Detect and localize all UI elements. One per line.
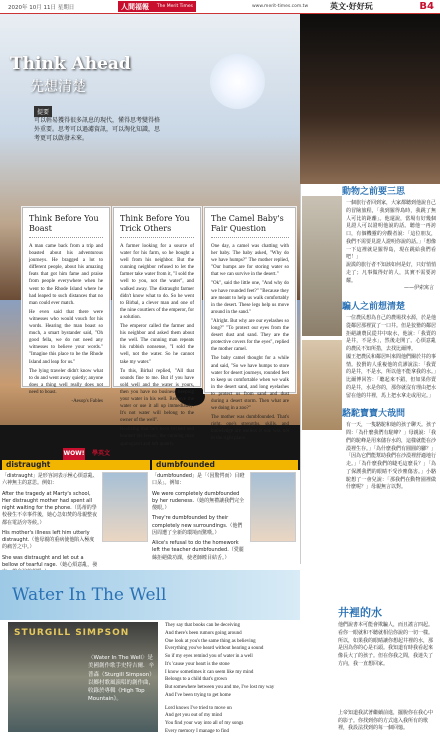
hero-intro: 可以輕易獲得很多訊息的現代，懂得思考變得格外重要。思考可以過濾資訊，可以淘化知識，思考更可以啟發未來。 <box>34 117 161 142</box>
column-paragraph: 國王把農民和鄰居叫來問他們關於井的事情。狡猾的人重複他的荒謬說法：「我賣的是井，不是水，所以他不能拿我的水。」比爾博回答：「聽起來不錯，但如果你賣的是井，水是你的，那你就沒有理由把水留在他的井裡，馬上把水拿走或用完。」 <box>346 353 437 399</box>
vocab-word: dumbfounded <box>152 460 298 470</box>
column-heading: 駱駝寶寶大哉問 <box>342 409 406 420</box>
well-bottom: 上帝知道我試著繼續前進，擺脫你在我心中的影子。你找到你的方式進入我所有的歌裡，我設法找到的每一個回憶。 <box>338 710 434 731</box>
song-caption: 〈Water In The Well〉是美國創作歌手史特吉爾．辛普森（Sturgill Simpson）以鄉村歌風演唱的創作曲，收錄於專輯《High Top Mountain》。 <box>88 655 155 703</box>
story-card-2 <box>113 207 201 447</box>
story-title: Think Before You Boast <box>29 214 103 238</box>
vocab-example: After the tragedy at Marty's school, Her distraught mother had spent all night waiting for the phone.（馬蒂的學校發生不幸事件後，她心急如焚的母親整夜都在電話旁等候。） <box>2 490 98 526</box>
lyric-line: Lord knows I've tried to move on <box>165 705 232 711</box>
intro-tag: 提要 <box>34 106 52 117</box>
lyric-line: And there's been rumors going around <box>165 630 242 636</box>
child-photo <box>102 472 148 542</box>
vocab-example: We were completely dumbfounded by her rudeness.（她的無禮讓我們完全傻眼。） <box>152 490 245 511</box>
eye-photo <box>300 14 440 184</box>
well-heading: 井裡的水 <box>338 606 382 619</box>
story-paragraph: One day, a camel was chatting with her baby. The baby asked, "Why do we have humps?" The mother replied, "Our humps are for storing water so that we can survive in the desert." <box>211 244 289 278</box>
vocab-definition: 「distraught」是形容詞表示極心煩意亂、六神無主的意思。例如： <box>2 473 98 487</box>
issue-date: 2020年 10月 11日 星期日 <box>8 4 75 11</box>
well-translation <box>300 570 440 735</box>
vocab-example: She was distraught and let out a bellow of tearful rage.（她心煩意亂，發 <box>2 554 98 568</box>
column-heading: 動物之前要三思 <box>342 187 406 197</box>
album-cover <box>8 622 158 732</box>
column-paragraph: 說謊的旅行者不知該如何是好，只好悄悄走了；凡事做得好的人，其實不需要誇耀。 <box>346 262 437 284</box>
story-paragraph: A man came back from a trip and boasted about his adventurous journeys. He bragged a lot to different people, about his amazing feats that got him fame and praise from people everywhere when he went to the Rhode Island where he had leaped to such distances that no man could ever match. <box>29 244 103 306</box>
section-name: 英文‧好好玩 <box>330 2 373 11</box>
column-paragraph: 一個旅行者回到家，大家都聽到他說自己的冒險旅程，「我到羅得島時，我跳了無人可比的距離」。他還說，當場有好幾個見證人可以證明他說的話。聽他一再誇口，有個機靈的旁觀者說：「這位朋友，我們不需要見證人證明你說的話。」「想像一下這裡就是羅得島，現在跳給我們看吧！」 <box>346 200 437 261</box>
lyric-line: And get you out of my mind <box>165 713 222 719</box>
page-number: B4 <box>419 1 434 12</box>
lyric-line: Every memory I manage to find <box>165 728 230 734</box>
masthead <box>118 1 196 12</box>
column-heading: 騙人之前想清楚 <box>342 302 406 312</box>
vocab-example: They're dumbfounded by their completely new surroundings.（他們因周遭了全新的環境而驚嘆。） <box>152 515 243 536</box>
lyric-line: But somewhere between you and me, I've lost my way <box>165 685 275 690</box>
story-paragraph: "Alright. But why are our eyelashes so long?" "To protect our eyes from the desert dust and sand. They are the protective covers for the eyes", replied the mother camel. <box>211 318 289 353</box>
story-title: Think Before You Trick Others <box>120 214 194 238</box>
song-title: Water In The Well <box>12 585 167 605</box>
hero-subtitle: 先想清楚 <box>30 79 86 95</box>
site-url: www.merit-times.com.tw <box>252 4 309 9</box>
lyric-line: So if my eyes remind you of water in a well <box>165 654 253 659</box>
story-title: The Camel Baby's Fair Question <box>211 214 289 238</box>
column-paragraph: 一位農民想為自己的農場找水源，於是他從鄰居那裡買了一口井。但是狡猾的鄰居拒絕讓農民從井中取水，他說：「我賣的是井，不是水」，然後走開了。心煩意亂的農民不知所措，去找比爾博。 <box>346 315 437 352</box>
album-band-text: STURGILL SIMPSON <box>14 628 130 638</box>
camel-desert-photo <box>302 340 342 430</box>
story-paragraph: The lying traveler didn't know what to do and went away quietly; anyone does a thing well really does not need to boast. <box>29 368 103 395</box>
story-credit: -Aesop's Fables <box>71 398 103 404</box>
column-signature: ——伊索寓言 <box>403 285 434 292</box>
song-section <box>0 570 300 735</box>
vocab-example: His mother's illness left him utterly distraught.（他母親的重病使他陷入極度的痛苦之中。） <box>2 529 95 551</box>
story-paragraph: The emperor called the farmer and his neighbor and asked them about the well. The cunning man repeats his rubbish nonsense, "I sold the well, not the water. So he cannot take my water." <box>120 324 194 365</box>
girl-photo <box>250 472 296 542</box>
top-bar <box>0 0 440 14</box>
masthead-en: The Merit Times <box>156 4 193 9</box>
song-lyrics <box>165 622 295 736</box>
vocab-distraught <box>2 460 150 576</box>
lyric-line: I know sometimes it can seem like my mind <box>165 669 254 675</box>
wow-label: 學英文 <box>92 450 111 457</box>
story-paragraph: Realizing that he's been tricked and learned his lesson, the cunning man apologized and left quietly. <box>120 427 194 447</box>
vocab-dumbfounded <box>152 460 298 562</box>
camel-photo <box>302 196 342 336</box>
lyric-line: It's 'cause your heart is the stone <box>165 661 230 667</box>
story-paragraph: "Ok", said the little one, "And why do we have rounded feet?" "Because they are meant to help us walk comfortably in the desert. These legs help us move around in the sand." <box>211 281 289 315</box>
story-paragraph: To this, Birbal replied, "All that sounds fine to me. But if you have sold well and the water is yours, then you have no business keeping your water in his well. Remove the water or use it all up immediately. It's not water will belong to the owner of the well". <box>120 368 194 424</box>
vocab-example: Alice's refusal to do the homework left the teacher dumbfounded.（愛麗絲拒絕做功課，使老師瞠目結舌。） <box>152 540 244 561</box>
lyric-line: Everything you've heard without hearing a sound <box>165 646 264 652</box>
vocab-word: distraught <box>2 460 150 470</box>
sun-graphic <box>210 54 265 109</box>
vocab-definition: 「dumbfounded」是「（因驚愕而）目瞪口呆」。例如： <box>152 473 245 487</box>
masthead-title: 人間福報 <box>121 2 149 11</box>
story-paragraph: The mother was dumbfounded. That's right, one's strengths, skills, and knowledge are useless if one was not in the right place. <box>211 415 289 442</box>
lyric-line: Belongs to a child that's grown <box>165 677 227 683</box>
lyric-line: One look at you's the same thing as believing <box>165 638 256 644</box>
story-card-3 <box>204 207 296 442</box>
well-body: 他們說書本可能會欺騙人，而且謠言四起。看你一眼就和不聽就相信你說的一切一樣。所以，如果我的眼睛讓你想起井裡的水，那是因為你的心是石頭。我知道有時我看起來像長大了的孩子。但在你我之間，我迷失了方向，我一直想回家。 <box>338 622 434 667</box>
story-paragraph: The baby camel thought for a while and said, "So we have humps to store water for desert journeys, rounded feet to keep us comfortable when we walk in the desert sand, and long eyelashes to protect us from sand and dust during a desert storm. Then what are we doing in a zoo?" <box>211 356 289 412</box>
story-card-1 <box>22 207 110 404</box>
story-paragraph: A farmer looking for a source of water for his farm, so he bought a well from his neighbor. But the cunning neighbor refused to let the farmer take water from it, "I sold the well to you, not the water", and walked away. The distraught farmer didn't know what to do. So he went to Birbal, a clever man and one of the nine courtiers of the emperor, for a solution. <box>120 244 194 320</box>
wow-badge: WOW! <box>63 448 85 460</box>
story-paragraph: He even said that there were witnesses who would vouch for his words. Hearing the man boast so much, a smart bystander said, "Oh good fella, we do not need any witnesses to believe your words." "Imagine this place to be the Rhode Island and leap for us." <box>29 309 103 365</box>
lyric-line: And I've been trying to get home <box>165 692 231 698</box>
column-paragraph: 有一天，一隻駱駝和她的孩子聊天。孩子問：「為什麼我們有駝峰？」母親說：「我們的駝峰是用來儲存水的，這樣就能在沙漠裡生存。」「為什麼我們有圓圓的腳？」「因為它們能幫助我們在沙漠裡舒適地行走。」「為什麼我們的睫毛這麼長？」「為了保護我們的眼睛不受沙塵傷害。」小駱駝想了一會兒說：「那我們在動物園裡做什麼呢？」母親無言以對。 <box>346 422 437 491</box>
lyric-line: They say that books can be deceiving <box>165 623 240 628</box>
hero-title: Think Ahead <box>10 54 131 74</box>
lyric-line: You find your way into all of my songs <box>165 721 244 726</box>
